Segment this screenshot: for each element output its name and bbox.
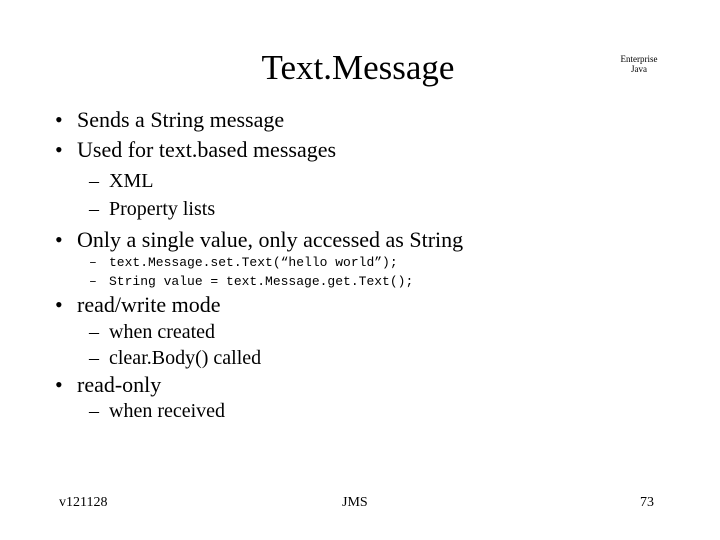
corner-label-line1: Enterprise xyxy=(620,54,658,64)
bullet-marker: • xyxy=(55,137,63,162)
bullet-text: read/write mode xyxy=(77,292,221,317)
corner-label-line2: Java xyxy=(631,64,647,74)
page-number: 73 xyxy=(640,495,654,510)
dash-marker: – xyxy=(89,255,97,270)
bullet-text: Only a single value, only accessed as String xyxy=(77,227,464,252)
footer-version: v121128 xyxy=(59,495,108,510)
dash-marker: – xyxy=(89,274,97,289)
bullet-marker: • xyxy=(55,107,63,132)
bullet-text: Used for text.based messages xyxy=(77,137,337,162)
dash-marker: – xyxy=(89,347,99,369)
dash-marker: – xyxy=(89,170,99,192)
dash-marker: – xyxy=(89,198,99,220)
bullet-marker: • xyxy=(55,292,63,317)
dash-marker: – xyxy=(89,400,99,422)
sub-bullet-text: when created xyxy=(109,321,216,343)
sub-bullet-text: clear.Body() called xyxy=(109,347,262,369)
code-text: String value = text.Message.get.Text(); xyxy=(109,274,414,289)
sub-bullet-text: when received xyxy=(109,400,226,422)
sub-bullet-text: Property lists xyxy=(109,198,216,220)
bullet-text: Sends a String message xyxy=(77,107,285,132)
slide-title: Text.Message xyxy=(261,48,455,87)
corner-label xyxy=(614,54,664,74)
sub-bullet-text: XML xyxy=(109,170,154,192)
bullet-text: read-only xyxy=(77,372,162,397)
footer-topic: JMS xyxy=(342,495,368,510)
bullet-marker: • xyxy=(55,372,63,397)
dash-marker: – xyxy=(89,321,99,343)
code-text: text.Message.set.Text(“hello world”); xyxy=(109,255,398,270)
bullet-marker: • xyxy=(55,227,63,252)
